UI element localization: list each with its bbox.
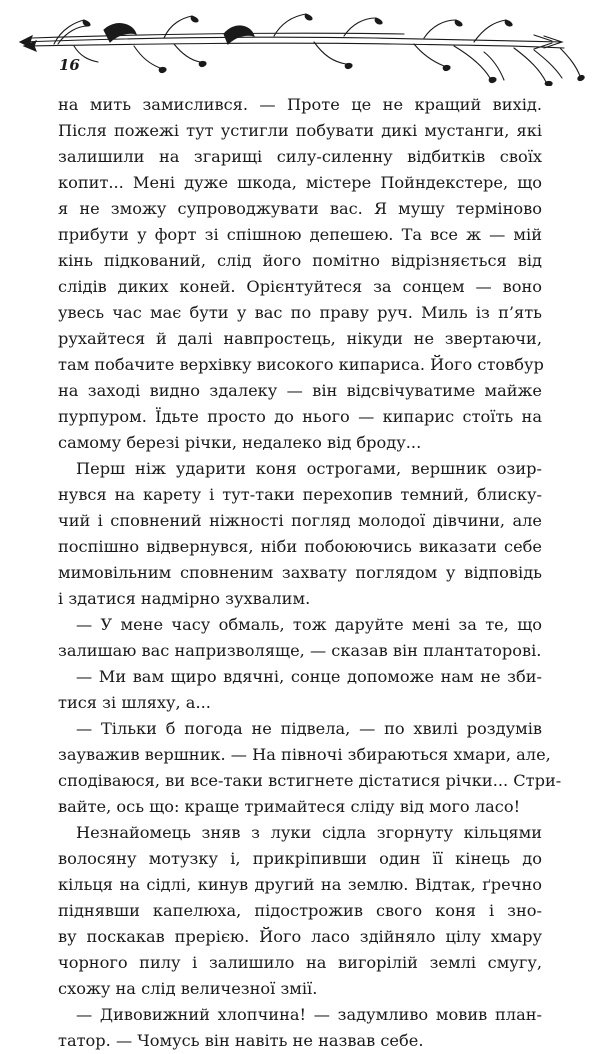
text-line-content: татор. — Чомусь він навіть не назвав себе. bbox=[58, 1031, 424, 1050]
text-line bbox=[58, 222, 542, 248]
text-line bbox=[58, 144, 542, 170]
text-line-content: і здатися надмірно зухвалим. bbox=[58, 589, 311, 608]
text-line-content: Перш ніж ударити коня острогами, вершник озир- bbox=[76, 459, 542, 478]
text-line-content: я не зможу супроводжувати вас. Я мушу терміново bbox=[58, 199, 542, 218]
text-line-content: — У мене часу обмаль, тож даруйте мені за те, що bbox=[76, 615, 542, 634]
text-line-content: піднявши капелюха, підострожив свого коня і зно- bbox=[58, 901, 542, 920]
text-line-content: чий і сповнений ніжності погляд молодої дівчини, але bbox=[58, 511, 542, 530]
text-line-content: схожу на слід величезної змії. bbox=[58, 979, 318, 998]
text-line bbox=[58, 1028, 542, 1054]
text-line bbox=[58, 482, 542, 508]
text-line bbox=[58, 872, 542, 898]
text-line-content: залишаю вас напризволяще, — сказав він плантаторові. bbox=[58, 641, 542, 660]
text-line bbox=[58, 690, 542, 716]
text-line bbox=[58, 326, 542, 352]
text-line bbox=[58, 768, 562, 794]
text-line-content: нувся на карету і тут-таки перехопив темний, блиску- bbox=[58, 485, 542, 504]
text-line bbox=[58, 404, 542, 430]
text-line bbox=[58, 274, 542, 300]
text-line bbox=[58, 638, 542, 664]
text-line bbox=[58, 248, 542, 274]
text-line-content: рухайтеся й далі навпростець, нікуди не звертаючи, bbox=[58, 329, 542, 348]
text-line-content: чорного пилу і залишило на вигорілій землі смугу, bbox=[58, 953, 542, 972]
text-line bbox=[58, 456, 542, 482]
text-line-content: залишили на згарищі силу-силенну відбитків своїх bbox=[58, 147, 542, 166]
text-line bbox=[58, 664, 542, 690]
text-line bbox=[58, 1002, 542, 1028]
text-line bbox=[58, 950, 542, 976]
text-line bbox=[58, 586, 542, 612]
text-line-content: волосяну мотузку і, прикріпивши один її кінець до bbox=[58, 849, 542, 868]
text-line-content: — Ми вам щиро вдячні, сонце допоможе нам не зби- bbox=[76, 667, 542, 686]
text-line bbox=[58, 924, 542, 950]
text-line bbox=[58, 976, 542, 1002]
text-line-content: прибути у форт зі спішною депешею. Та все ж — мій bbox=[58, 225, 542, 244]
text-line-content: сподіваюся, ви все-таки встигнете дістатися річки... Стри- bbox=[58, 771, 562, 790]
text-line bbox=[58, 534, 542, 560]
text-line bbox=[58, 352, 542, 378]
text-line-content: — Тільки б погода не підвела, — по хвилі роздумів bbox=[76, 719, 542, 738]
body-text bbox=[58, 92, 562, 1054]
text-line-content: Незнайомець зняв з луки сідла згорнуту кільцями bbox=[76, 823, 542, 842]
text-line bbox=[58, 612, 542, 638]
text-line bbox=[58, 300, 542, 326]
text-line-content: Після пожежі тут устигли побувати дикі мустанги, які bbox=[58, 121, 542, 140]
text-line bbox=[58, 560, 542, 586]
botanical-arrows-ornament-icon bbox=[14, 8, 586, 86]
text-line-content: на мить замислився. — Проте це не кращий вихід. bbox=[58, 95, 542, 114]
text-line bbox=[58, 92, 542, 118]
text-line-content: увесь час має бути у вас по праву руч. Миль із п’ять bbox=[58, 303, 542, 322]
text-line-content: там побачите верхівку високого кипариса. Його стовбур bbox=[58, 355, 544, 374]
text-line bbox=[58, 170, 542, 196]
text-line-content: самому березі річки, недалеко від броду... bbox=[58, 433, 422, 452]
text-line bbox=[58, 430, 542, 456]
text-line-content: кінь підкований, слід його помітно відрізняється від bbox=[58, 251, 542, 270]
text-line bbox=[58, 196, 542, 222]
text-line-content: вайте, ось що: краще тримайтеся сліду від мого ласо! bbox=[58, 797, 521, 816]
text-line bbox=[58, 378, 542, 404]
text-line-content: пурпуром. Їдьте просто до нього — кипарис стоїть на bbox=[58, 407, 542, 426]
text-line-content: на заході видно здалеку — він відсвічуватиме майже bbox=[58, 381, 542, 400]
text-line-content: поспішно відвернувся, ніби побоюючись виказати себе bbox=[58, 537, 542, 556]
text-line-content: зауважив вершник. — На півночі збираються хмари, але, bbox=[58, 745, 551, 764]
text-line bbox=[58, 716, 542, 742]
text-line bbox=[58, 898, 542, 924]
text-line bbox=[58, 846, 542, 872]
page-number: 16 bbox=[59, 56, 80, 74]
text-line bbox=[58, 820, 542, 846]
text-line-content: тися зі шляху, а... bbox=[58, 693, 211, 712]
text-line-content: — Дивовижний хлопчина! — задумливо мовив план- bbox=[76, 1005, 542, 1024]
text-line bbox=[58, 742, 551, 768]
text-line-content: слідів диких коней. Орієнтуйтеся за сонцем — воно bbox=[58, 277, 542, 296]
text-line-content: мимовільним сповненим захвату поглядом у відповідь bbox=[58, 563, 542, 582]
text-line bbox=[58, 118, 542, 144]
text-line-content: копит... Мені дуже шкода, містере Пойндекстере, що bbox=[58, 173, 542, 192]
text-line bbox=[58, 508, 542, 534]
text-line-content: кільця на сідлі, кинув другий на землю. Відтак, ґречно bbox=[58, 875, 542, 894]
text-line-content: ву поскакав прерією. Його ласо здійняло цілу хмару bbox=[58, 927, 542, 946]
text-line bbox=[58, 794, 542, 820]
